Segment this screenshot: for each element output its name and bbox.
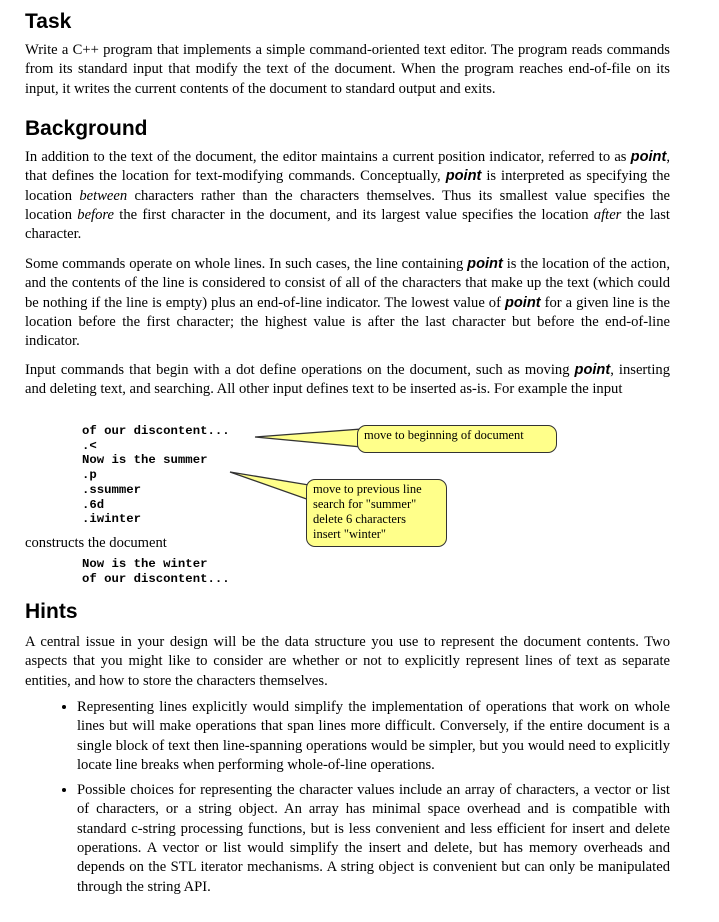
callout-line: move to previous line — [313, 482, 422, 496]
hints-heading: Hints — [25, 600, 78, 623]
term-point: point — [574, 362, 611, 378]
callout-text: move to beginning of document — [364, 428, 524, 442]
callout-line: search for "summer" — [313, 497, 417, 511]
term-point: point — [445, 168, 482, 185]
text-run: In addition to the text of the document, the editor maintains a current position indicator, referred to as — [25, 149, 631, 165]
emphasis-text: after — [593, 206, 622, 223]
term-point: point — [467, 256, 503, 272]
text-run: is the location of the action, and the contents of the line is considered to consist of all of the characters that make up the text (which could be nothing if the line is empty) plus an end-of-line indicator. The lowest value of — [25, 256, 670, 311]
emphasis-text: between — [79, 187, 128, 204]
callout-line: delete 6 characters — [313, 512, 406, 526]
text-run: Some commands operate on whole lines. In such cases, the line containing — [25, 256, 468, 272]
task-heading: Task — [25, 10, 72, 33]
text-run: A central issue in your design will be the data structure you use to represent the document contents. Two aspects that you might like to consider are whether or not to explicitly represent lines of text as separate entities, and how to store the characters themselves. — [25, 634, 670, 689]
callout-line: insert "winter" — [313, 527, 387, 541]
background-heading: Background — [25, 117, 148, 140]
hint-bullet: • Representing lines explicitly would simplify the implementation of operations that work on whole lines but will make operations that span lines more difficult. Conversely, if the entire document is a single block of text then line-spanning operations would be simpler, but you would need to explicitly locate line breaks when performing whole-of-line operations. — [77, 698, 670, 775]
hints-list — [25, 698, 670, 903]
callout-move-beginning — [357, 425, 557, 453]
emphasis-text: before — [77, 206, 115, 223]
text-run: is interpreted as specifying the location — [25, 168, 670, 204]
text-run: characters rather than the characters themselves. Thus its smallest value specifies the location — [25, 187, 670, 223]
input-code-block: of our discontent... .< Now is the summer .p .ssummer .6d .iwinter — [82, 424, 230, 527]
text-run: the last character. — [25, 206, 670, 243]
text-run: , inserting and deleting text, and searching. All other input defines text to be inserted as-is. For example the input — [25, 362, 670, 398]
output-code-block: Now is the winter of our discontent... — [82, 557, 230, 586]
term-point: point — [504, 294, 541, 311]
text-run: Write a C++ program that implements a simple command-oriented text editor. The program reads commands from its standard input that modify the text of the document. When the program reaches end-of-file on its input, it writes the current contents of the document to standard output and exits. — [25, 42, 670, 97]
hints-paragraph — [25, 633, 670, 691]
term-point: point — [630, 149, 667, 165]
text-run: for a given line is the location before the first character; the highest value is after the last character but before the end-of-line indicator. — [25, 294, 670, 350]
text-run: Input commands that begin with a dot define operations on the document, such as moving — [25, 362, 575, 378]
hint-bullet: • Possible choices for representing the character values include an array of characters, a vector or list of characters, or a string object. An array has minimal space overhead and is compatible with standard c-string processing functions, but is less convenient and less efficient for insert and delete operations. A vector or list would simplify the insert and delete, but has memory overheads and depends on the STL iterator mechanisms. A string object is convenient but can only be manipulated through the string API. — [77, 781, 670, 897]
text-run: , that defines the location for text-modifying commands. Conceptually, — [25, 149, 670, 185]
constructs-text: constructs the document — [25, 535, 167, 551]
text-run: the first character in the document, and its largest value specifies the location — [114, 206, 594, 223]
